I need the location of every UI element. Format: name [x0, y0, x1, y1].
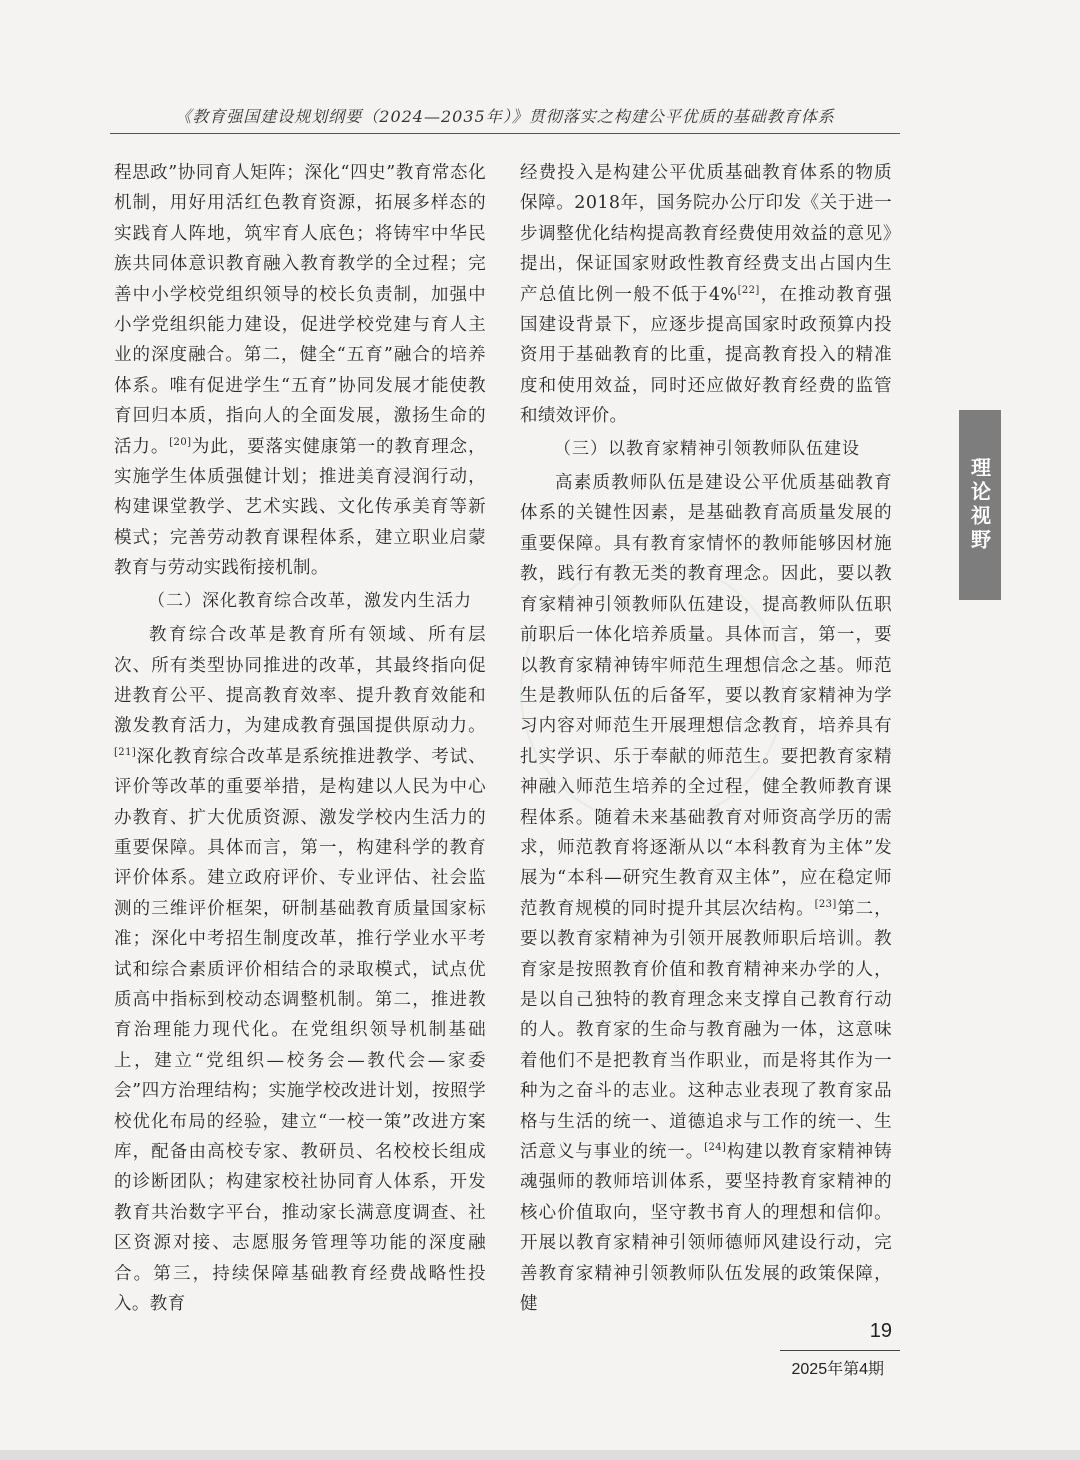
section-heading: （二）深化教育综合改革，激发内生活力	[148, 590, 472, 611]
right-column	[520, 158, 892, 1319]
footer-divider	[780, 1350, 900, 1351]
citation[interactable]: [21]	[114, 746, 137, 758]
side-tab-label: 理论视野	[967, 457, 992, 553]
header-divider	[110, 133, 900, 134]
citation[interactable]: [24]	[704, 1142, 727, 1154]
paragraph: 高素质教师队伍是建设公平优质基础教育体系的关键性因素，是基础教育高质量发展的重要保障。具有教育家情怀的教师能够因材施教，践行有教无类的教育理念。因此，要以教育家精神引领教师队伍建设，提高教师队伍职前职后一体化培养质量。具体而言，第一，要以教育家精神铸牢师范生理想信念之基。师范生是教师队伍的后备军，要以教育家精神为学习内容对师范生开展理想信念教育，培养具有扎实学识、乐于奉献的师范生。要把教育家精神融入师范生培养的全过程，健全教师教育课程体系。随着未来基础教育对师资高学历的需求，师范教育将逐渐从以“本科教育为主体”发展为“本科—研究生教育双主体”，应在稳定师范教育规模的同时提升其层次结构。[23]第二，要以教育家精神为引领开展教师职后培训。教育家是按照教育价值和教育精神来办学的人，是以自己独特的教育理念来支撑自己教育行动的人。教育家的生命与教育融为一体，这意味着他们不是把教育当作职业，而是将其作为一种为之奋斗的志业。这种志业表现了教育家品格与生活的统一、道德追求与工作的统一、生活意义与事业的统一。[24]构建以教育家精神铸魂强师的教师培训体系，要坚持教育家精神的核心价值取向，坚守教书育人的理想和信仰。开展以教育家精神引领师德师风建设行动，完善教育家精神引领教师队伍发展的政策保障，健	[520, 473, 892, 1315]
citation[interactable]: [20]	[169, 436, 192, 448]
left-column	[114, 158, 486, 1319]
paragraph: 程思政”协同育人矩阵；深化“四史”教育常态化机制，用好用活红色教育资源，拓展多样态的实践育人阵地，筑牢育人底色；将铸牢中华民族共同体意识教育融入教育教学的全过程；完善中小学校党组织领导的校长负责制，加强中小学党组织能力建设，促进学校党建与育人主业的深度融合。第二，健全“五育”融合的培养体系。唯有促进学生“五育”协同发展才能使教育回归本质，指向人的全面发展，激扬生命的活力。[20]为此，要落实健康第一的教育理念，实施学生体质强健计划；推进美育浸润行动，构建课堂教学、艺术实践、文化传承美育等新模式；完善劳动教育课程体系，建立职业启蒙教育与劳动实践衔接机制。	[114, 163, 486, 579]
paragraph: 经费投入是构建公平优质基础教育体系的物质保障。2018年，国务院办公厅印发《关于进一步调整优化结构提高教育经费使用效益的意见》提出，保证国家财政性教育经费支出占国内生产总值比例一般不低于4%[22]，在推动教育强国建设背景下，应逐步提高国家时政预算内投资用于基础教育的比重，提高教育投入的精准度和使用效益，同时还应做好教育经费的监管和绩效评价。	[520, 163, 892, 427]
paragraph: 教育综合改革是教育所有领域、所有层次、所有类型协同推进的改革，其最终指向促进教育公平、提高教育效率、提升教育效能和激发教育活力，为建成教育强国提供原动力。[21]深化教育综合改革是系统推进教学、考试、评价等改革的重要举措，是构建以人民为中心办教育、扩大优质资源、激发学校内生活力的重要保障。具体而言，第一，构建科学的教育评价体系。建立政府评价、专业评估、社会监测的三维评价框架，研制基础教育质量国家标准；深化中考招生制度改革，推行学业水平考试和综合素质评价相结合的录取模式，试点优质高中指标到校动态调整机制。第二，推进教育治理能力现代化。在党组织领导机制基础上，建立“党组织—校务会—教代会—家委会”四方治理结构；实施学校改进计划，按照学校优化布局的经验，建立“一校一策”改进方案库，配备由高校专家、教研员、名校校长组成的诊断团队；构建家校社协同育人体系，开发教育共治数字平台，推动家长满意度调查、社区资源对接、志愿服务管理等功能的深度融合。第三，持续保障基础教育经费战略性投入。教育	[114, 625, 486, 1315]
running-header: 《教育强国建设规划纲要（2024—2035年）》贯彻落实之构建公平优质的基础教育体系	[175, 107, 835, 126]
page-number: 19	[869, 1320, 892, 1342]
issue-label: 2025年第4期	[791, 1361, 884, 1378]
section-side-tab	[959, 410, 1001, 600]
section-heading: （三）以教育家精神引领教师队伍建设	[554, 438, 860, 459]
page-bottom-edge	[0, 1450, 1080, 1460]
citation[interactable]: [22]	[737, 284, 760, 296]
citation[interactable]: [23]	[814, 898, 837, 910]
